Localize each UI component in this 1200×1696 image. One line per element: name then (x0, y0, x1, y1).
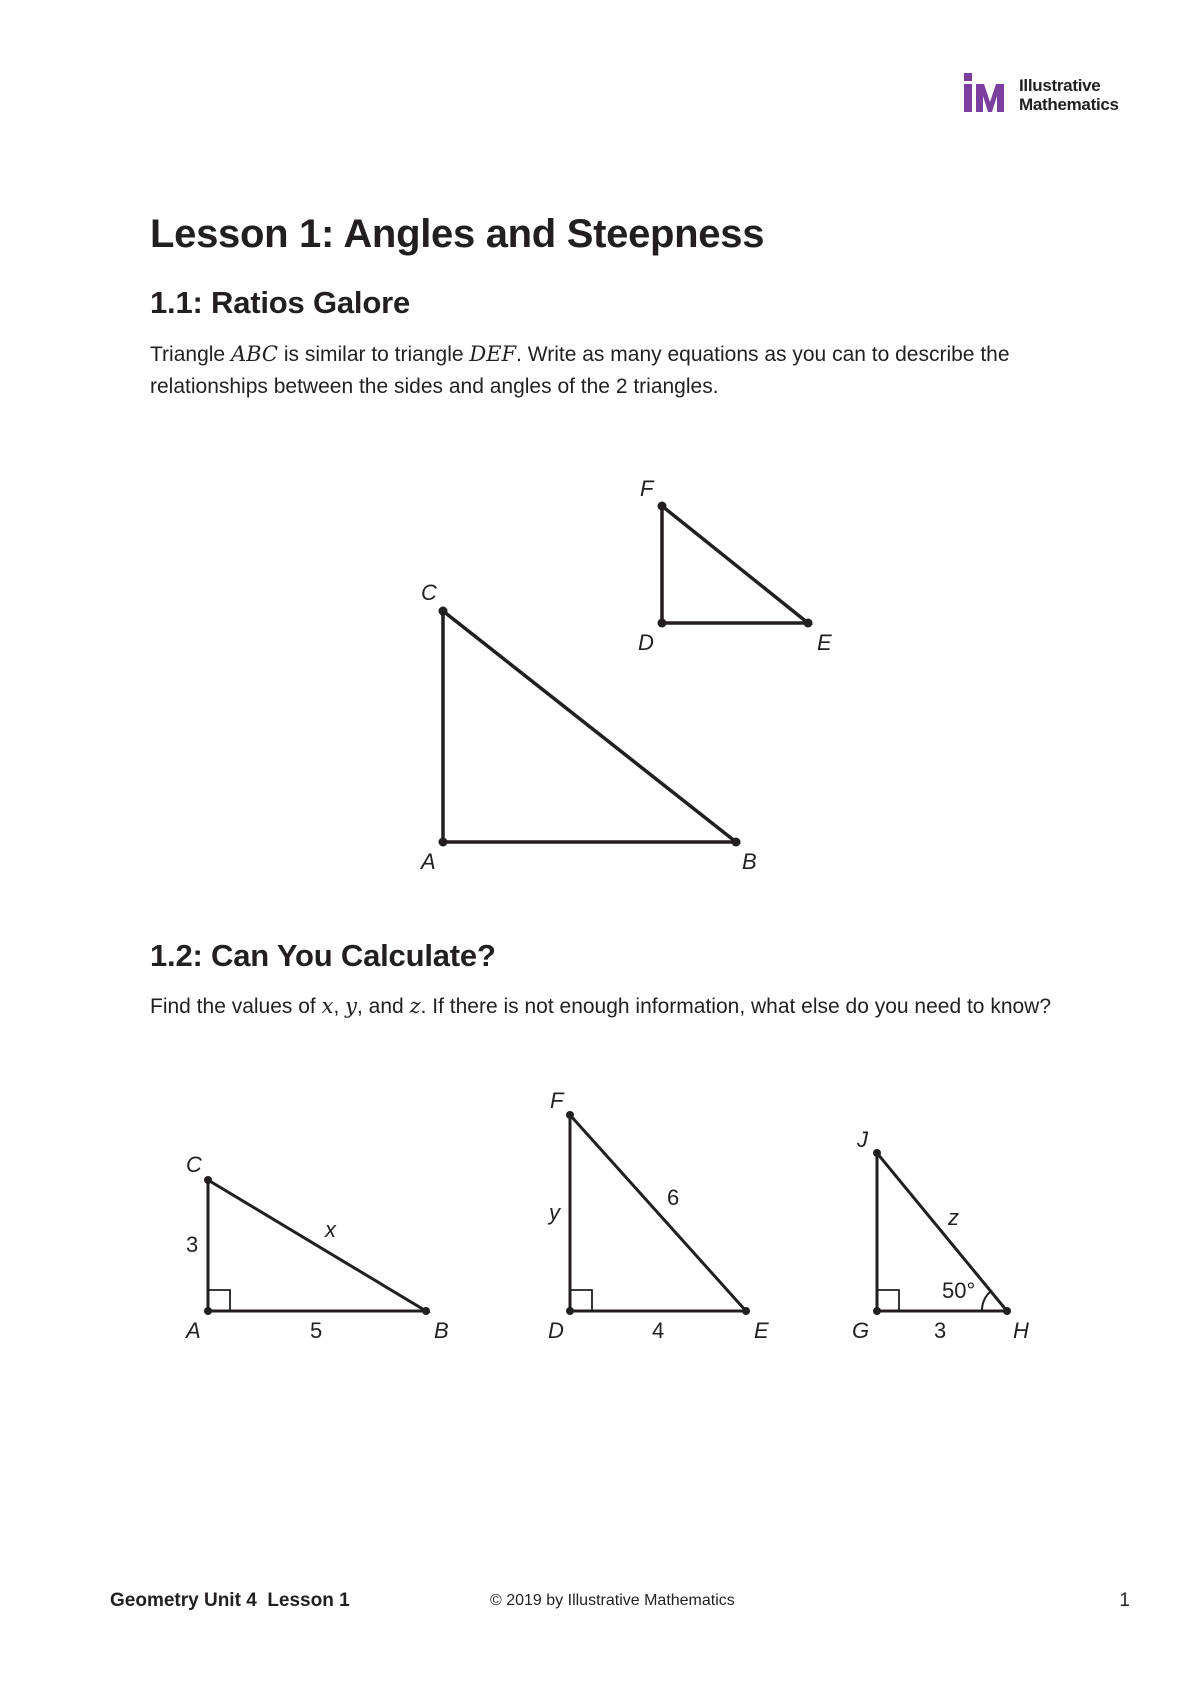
label-c: C (186, 1152, 202, 1177)
prompt-text: . Write as many equations as you can to describe the relationships between the sides and angles of the 2 triangles. (150, 343, 1010, 398)
math-y: y (345, 994, 357, 1018)
side-de-label: 4 (652, 1318, 665, 1343)
side-jh-label: z (948, 1205, 959, 1230)
label-d: D (548, 1318, 564, 1343)
footer-copyright: © 2019 by Illustrative Mathematics (490, 1592, 735, 1609)
right-angle-marker (570, 1290, 592, 1311)
logo-line-2: Mathematics (1019, 95, 1119, 114)
label-b: B (434, 1318, 449, 1343)
section-1-heading: 1.1: Ratios Galore (150, 285, 410, 320)
label-c: C (421, 580, 437, 605)
section-2-heading: 1.2: Can You Calculate? (150, 938, 496, 973)
label-a: A (186, 1318, 201, 1343)
label-g: G (852, 1318, 870, 1343)
side-ca-label: 3 (186, 1232, 199, 1257)
label-b: B (742, 849, 757, 874)
prompt-text: Triangle (150, 343, 231, 366)
angle-h-label: 50° (942, 1278, 976, 1303)
label-d: D (638, 630, 654, 655)
label-f: F (550, 1088, 564, 1113)
prompt-text: Find the values of (150, 995, 322, 1018)
side-ab-label: 5 (310, 1318, 323, 1343)
angle-arc (982, 1291, 991, 1311)
prompt-text: . If there is not enough information, what else do you need to know? (420, 995, 1052, 1018)
footer-course-info: Geometry Unit 4 Lesson 1 (110, 1590, 350, 1611)
prompt-text: is similar to triangle (278, 343, 470, 366)
side-fd-label: y (549, 1200, 560, 1225)
label-a: A (421, 849, 436, 874)
math-def: DEF (469, 342, 517, 366)
logo-line-1: Illustrative (1019, 76, 1101, 95)
right-angle-marker (208, 1290, 230, 1311)
label-e: E (817, 630, 832, 655)
side-fe-label: 6 (667, 1185, 680, 1210)
math-x: x (321, 994, 334, 1018)
prompt-text: , (333, 995, 346, 1018)
label-e: E (754, 1318, 769, 1343)
side-cb-label: x (325, 1217, 336, 1242)
math-z: z (409, 994, 421, 1018)
right-triangle-jgh (852, 1127, 1029, 1343)
label-h: H (1013, 1318, 1029, 1343)
side-gh-label: 3 (934, 1318, 947, 1343)
right-triangle-fde (547, 1088, 769, 1343)
label-j: J (857, 1127, 868, 1152)
prompt-text: , and (357, 995, 410, 1018)
math-abc: ABC (230, 342, 278, 366)
label-f: F (640, 476, 654, 501)
right-angle-marker (877, 1290, 899, 1311)
right-triangle-cab (184, 1152, 449, 1343)
footer-page-number: 1 (1119, 1590, 1130, 1611)
lesson-title: Lesson 1: Angles and Steepness (150, 212, 765, 256)
